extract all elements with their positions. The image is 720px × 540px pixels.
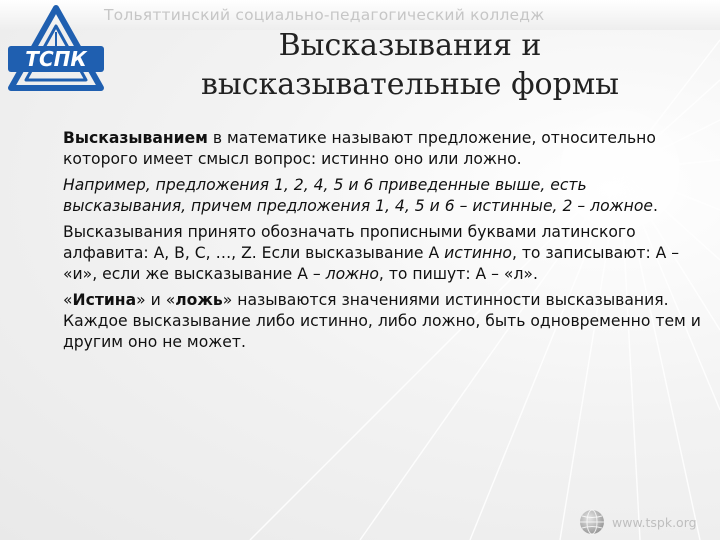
logo-text: TCПК <box>25 47 87 71</box>
title-line-1: Высказывания и <box>278 28 542 63</box>
falsehood-term: ложь <box>175 291 223 309</box>
notation-text-e: , то пишут: А – «л». <box>378 265 538 283</box>
example-tail: . <box>653 197 658 215</box>
truth-mid: » и « <box>136 291 176 309</box>
paragraph-definition <box>63 128 703 170</box>
paragraph-truth-values <box>63 290 703 353</box>
truth-term: Истина <box>72 291 137 309</box>
truth-values-text: » называются значениями истинности высказывания. Каждое высказывание либо истинно, либо ложно, быть одновременно тем и другим оно не может. <box>63 291 701 351</box>
definition-term: Высказыванием <box>63 129 208 147</box>
notation-true-word: истинно <box>444 244 512 262</box>
truth-quote-open: « <box>63 291 73 309</box>
slide-body <box>63 128 703 358</box>
footer-url[interactable]: www.tspk.org <box>612 515 697 530</box>
example-text: Например, предложения 1, 2, 4, 5 и 6 приведенные выше, есть высказывания, причем предложения 1, 4, 5 и 6 – истинные, 2 – ложное <box>63 176 653 215</box>
paragraph-example <box>63 175 703 217</box>
notation-false-word: ложно <box>325 265 379 283</box>
title-line-2: высказывательные формы <box>200 67 620 102</box>
slide-title <box>140 26 680 104</box>
notation-text-a: Высказывания принято обозначать прописными буквами латинского алфавита: A, B, C, …, Z. Если высказывание А <box>63 223 636 262</box>
notation-text-c: , то записывают: А – «и», если же высказывание А – <box>63 244 680 283</box>
globe-icon <box>578 508 606 536</box>
college-logo-icon <box>4 2 108 100</box>
paragraph-notation <box>63 222 703 285</box>
definition-text: в математике называют предложение, относительно которого имеет смысл вопрос: истинно оно или ложно. <box>63 129 656 168</box>
college-name: Тольяттинский социально-педагогический колледж <box>104 6 545 24</box>
